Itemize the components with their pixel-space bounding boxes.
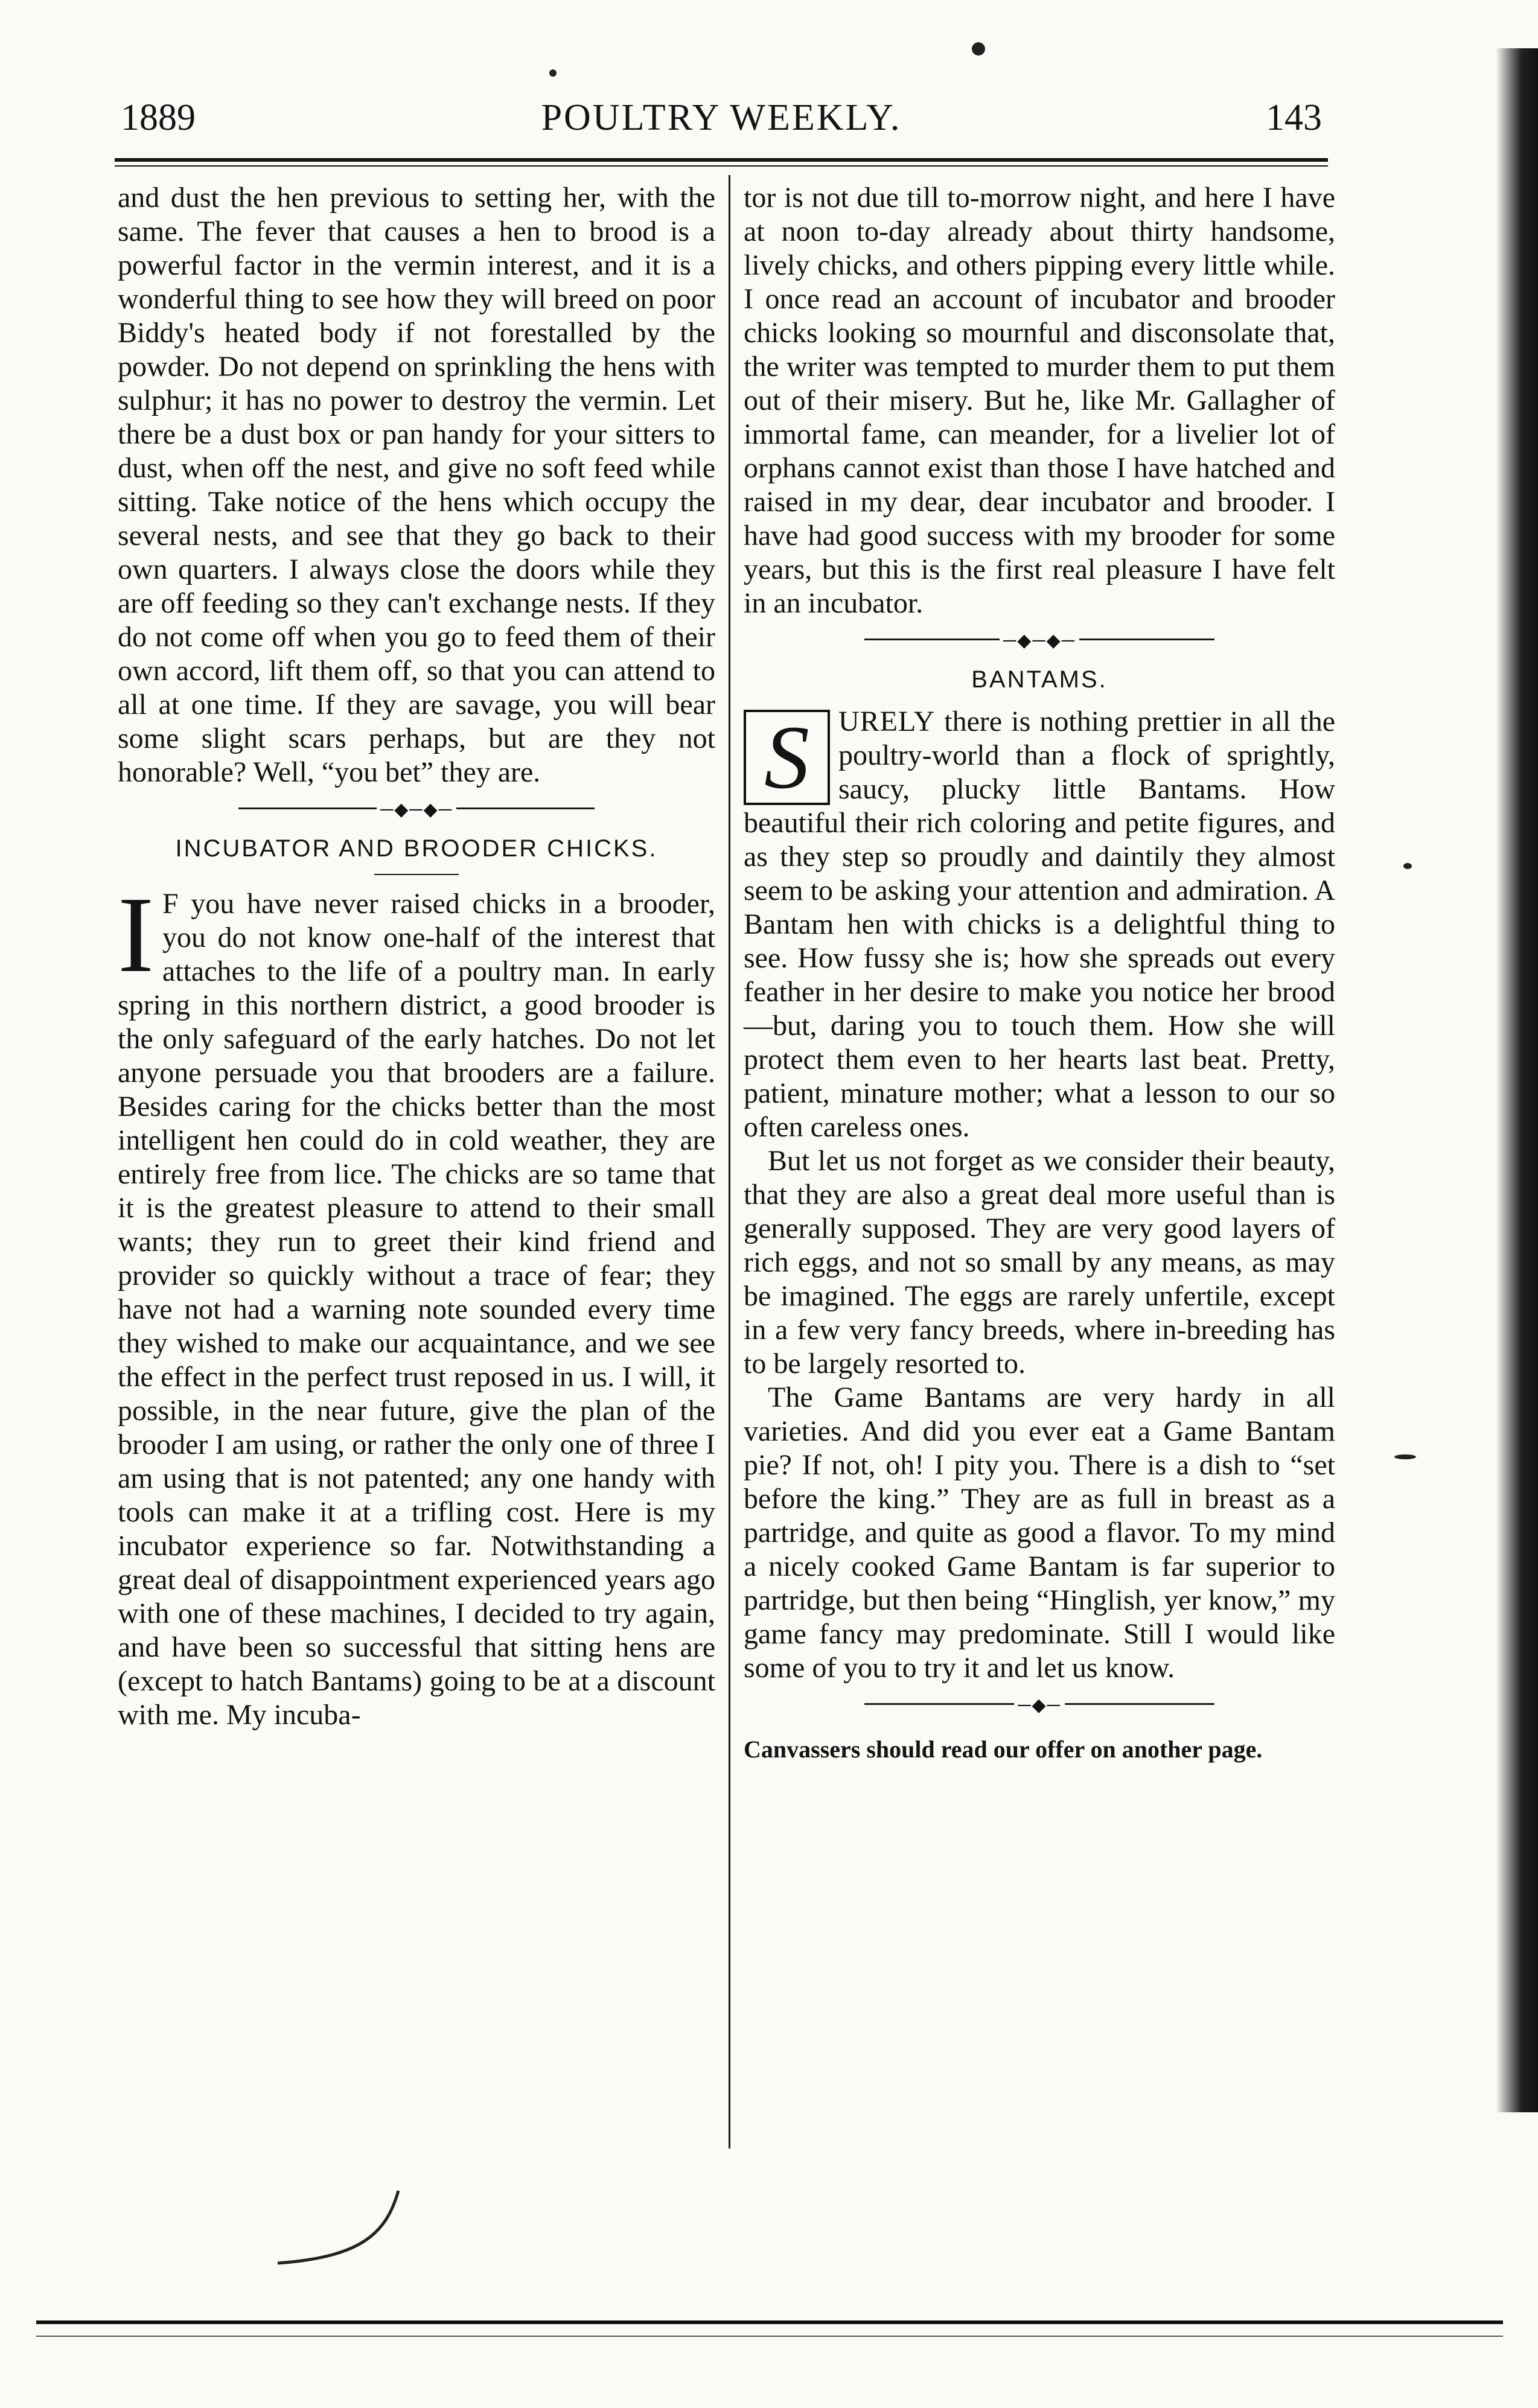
article-paragraph: there is nothing prettier in all the poultry-world than a flock of sprightly, saucy, plucky little Bantams. How beautiful their rich coloring and petite figures, and as they step so proudly and daintily they almost seem to be asking your attention and admiration. A Bantam hen with chicks is a delightful thing to see. How fussy she is; how she spreads out every feather in her desire to make you notice her brood—but, daring you to touch them. How she will protect them even to her hearts last beat. Pretty, patient, minature mother; what a lesson to our so often careless ones. <box>744 706 1335 1143</box>
left-column <box>118 181 715 1732</box>
drop-cap: S <box>744 710 830 805</box>
right-column <box>744 181 1335 1765</box>
section-separator <box>744 620 1335 663</box>
lede-caps: URELY <box>838 706 936 737</box>
separator-ornament: ─◆─ <box>1014 1695 1065 1716</box>
continued-paragraph: tor is not due till to-morrow night, and here I have at noon to-day already about thirty handsome, lively chicks, and others pipping every little while. I once read an account of incubator and brooder chicks looking so mournful and disconsolate that, the writer was tempted to murder them to put them out of their misery. But he, like Mr. Gallagher of immortal fame, can meander, for a livelier lot of orphans cannot exist than those I have hatched and raised in my dear, dear incubator and brooder. I have had good success with my brooder for some years, but this is the first real pleasure I have felt in an incubator. <box>744 182 1335 619</box>
section-separator <box>744 1685 1335 1727</box>
article-paragraph: But let us not forget as we consider their beauty, that they are also a great deal more useful than is generally supposed. They are very good layers of rich eggs, and not so small by any means, as may be imagined. The eggs are rarely unfertile, except in a few very fancy breeds, where in-breeding has to be largely resorted to. <box>744 1145 1335 1380</box>
ink-speck <box>549 69 557 77</box>
footnote: Canvassers should read our offer on another page. <box>744 1736 1263 1763</box>
article-heading: BANTAMS. <box>971 666 1108 693</box>
header-year: 1889 <box>121 97 196 138</box>
article-body <box>744 705 1335 1685</box>
ink-speck <box>1403 863 1412 869</box>
article-paragraph: The Game Bantams are very hardy in all varieties. And did you ever eat a Game Bantam pie? If not, oh! I pity you. There is a dish to “set before the king.” They are as full in breast as a partridge, and quite as good a flavor. To my mind a nicely cooked Game Bantam is far superior to partridge, but then being “Hinglish, yer know,” my game fancy may predominate. Still I would like some of you to try it and let us know. <box>744 1381 1335 1684</box>
drop-cap: I <box>118 874 154 995</box>
bottom-rule <box>36 2320 1503 2324</box>
header-rule <box>115 158 1328 162</box>
article-body <box>118 874 715 1732</box>
bottom-rule-thin <box>36 2336 1503 2337</box>
heading-underline <box>374 874 459 875</box>
column-divider <box>729 175 730 2148</box>
article-heading: INCUBATOR AND BROODER CHICKS. <box>175 835 658 862</box>
pen-scribble <box>266 2185 410 2275</box>
continued-paragraph: and dust the hen previous to setting her, with the same. The fever that causes a hen to brood is a powerful factor in the vermin interest, and it is a wonderful thing to see how they will breed on poor Biddy's heated body if not forestalled by the powder. Do not depend on sprinkling the hens with sulphur; it has no power to destroy the vermin. Let there be a dust box or pan handy for your sitters to dust, when off the nest, and give no soft feed while sitting. Take notice of the hens which occupy the several nests, and see that they go back to their own quarters. I always close the doors while they are off feeding so they can't exchange nests. If they do not come off when you go to feed them of their own accord, lift them off, so that you can attend to all at one time. If they are savage, you will bear some slight scars perhaps, but are they not honorable? Well, “you bet” they are. <box>118 182 715 788</box>
separator-ornament: ─◆─◆─ <box>377 799 456 820</box>
page-number: 143 <box>1266 97 1322 138</box>
header-rule-thin <box>115 165 1328 167</box>
separator-ornament: ─◆─◆─ <box>1000 630 1079 651</box>
section-separator <box>118 789 715 832</box>
ink-speck <box>1394 1454 1416 1459</box>
page-header <box>115 97 1328 151</box>
publication-title: POULTRY WEEKLY. <box>541 97 902 138</box>
ink-speck <box>972 42 985 56</box>
article-paragraph: F you have never raised chicks in a brooder, you do not know one-half of the interest that attaches to the life of a poultry man. In early spring in this northern district, a good brooder is the only safeguard of the early hatches. Do not let anyone persuade you that brooders are a failure. Besides caring for the chicks better than the most intelligent hen could do in cold weather, they are entirely free from lice. The chicks are so tame that it is the greatest pleasure to attend to their small wants; they run to greet their kind friend and provider so quickly without a trace of fear; they have not had a warning note sounded every time they wished to make our acquaintance, and we see the effect in the perfect trust reposed in us. I will, it possible, in the near future, give the plan of the brooder I am using, or rather the only one of three I am using that is not patented; any one handy with tools can make it at a trifling cost. Here is my incubator experience so far. Notwithstanding a great deal of disappointment experienced years ago with one of these machines, I decided to try again, and have been so successful that sitting hens are (except to hatch Bantams) going to be at a discount with me. My incuba- <box>118 888 715 1731</box>
scan-binding-edge <box>1496 48 1538 2112</box>
